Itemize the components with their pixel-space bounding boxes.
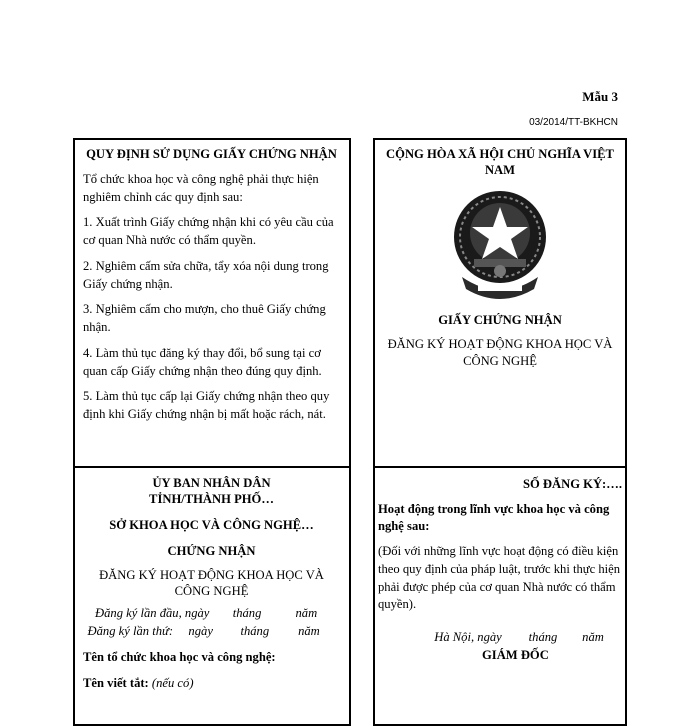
activity-note: (Đối với những lĩnh vực hoạt động có điều kiện theo quy định của pháp luật, trước khi thực hiện phải được phép của cơ quan Nhà nước có thẩm quyền). xyxy=(378,544,621,612)
cover-panel xyxy=(373,138,627,468)
registration-panel xyxy=(373,466,627,726)
form-number: Mẫu 3 xyxy=(582,89,618,104)
cover-cert-subtitle: ĐĂNG KÝ HOẠT ĐỘNG KHOA HỌC VÀ CÔNG NGHỆ xyxy=(387,337,613,368)
short-name-note: (nếu có) xyxy=(151,676,194,691)
activity-field-label: Hoạt động trong lĩnh vực khoa học và công nghệ sau: xyxy=(378,502,610,534)
rules-panel xyxy=(73,138,351,468)
rule-item: 3. Nghiêm cấm cho mượn, cho thuê Giấy chứng nhận. xyxy=(83,302,326,335)
signing-place-date: Hà Nội, ngày tháng năm xyxy=(434,629,604,644)
first-registration-line: Đăng ký lần đầu, ngày tháng năm xyxy=(95,605,318,620)
rules-intro: Tổ chức khoa học và công nghệ phải thực hiện nghiêm chỉnh các quy định sau: xyxy=(83,171,319,204)
org-name-label: Tên tổ chức khoa học và công nghệ: xyxy=(83,650,276,665)
rule-item: 5. Làm thủ tục cấp lại Giấy chứng nhận theo quy định khi Giấy chứng nhận bị mất hoặc rách, nát. xyxy=(83,389,330,422)
signer-title: GIÁM ĐỐC xyxy=(482,648,549,662)
rule-item: 2. Nghiêm cấm sửa chữa, tẩy xóa nội dung trong Giấy chứng nhận. xyxy=(83,258,329,291)
registration-number: SỐ ĐĂNG KÝ:…. xyxy=(522,477,622,491)
national-emblem-icon xyxy=(452,185,548,303)
department-name: SỞ KHOA HỌC VÀ CÔNG NGHỆ… xyxy=(109,517,314,532)
country-name: CỘNG HÒA XÃ HỘI CHỦ NGHĨA VIỆT NAM xyxy=(386,147,614,177)
cert-title: CHỨNG NHẬN xyxy=(167,543,256,558)
rule-item: 4. Làm thủ tục đăng ký thay đổi, bổ sung tại cơ quan cấp Giấy chứng nhận theo đúng quy định. xyxy=(83,345,322,378)
certificate-panel xyxy=(73,466,351,726)
circular-number: 03/2014/TT-BKHCN xyxy=(529,117,618,128)
authority-line-2: TỈNH/THÀNH PHỐ… xyxy=(149,492,274,507)
rules-title: QUY ĐỊNH SỬ DỤNG GIẤY CHỨNG NHẬN xyxy=(86,147,337,161)
authority-line-1: ỦY BAN NHÂN DÂN xyxy=(152,476,271,490)
nth-registration-line: Đăng ký lần thứ: ngày tháng năm xyxy=(87,623,320,638)
cert-subtitle: ĐĂNG KÝ HOẠT ĐỘNG KHOA HỌC VÀ CÔNG NGHỆ xyxy=(99,568,324,598)
short-name-line xyxy=(83,674,340,692)
rule-item: 1. Xuất trình Giấy chứng nhận khi có yêu cầu của cơ quan Nhà nước có thẩm quyền. xyxy=(83,215,334,248)
cover-cert-title: GIẤY CHỨNG NHẬN xyxy=(438,313,562,328)
short-name-label: Tên viết tắt: xyxy=(83,676,149,691)
